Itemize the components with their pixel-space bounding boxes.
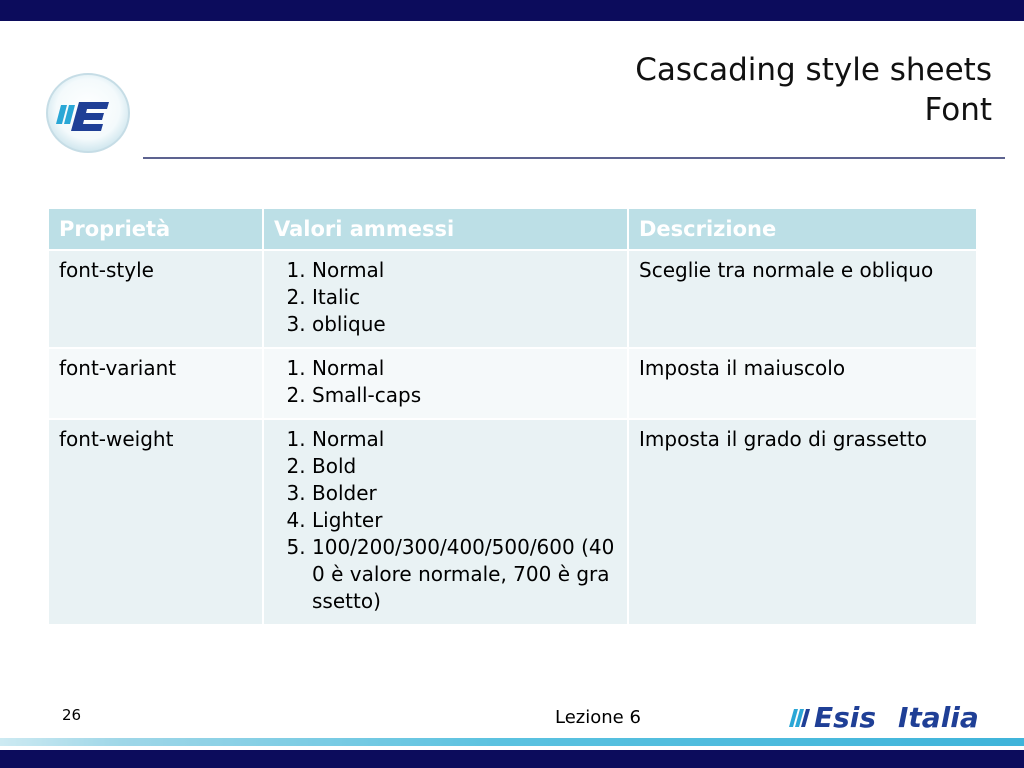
we-logo-icon [45, 72, 131, 154]
value-item: 1. Normal [312, 426, 617, 453]
svg-text:Esis: Esis [814, 701, 877, 734]
description-cell: Sceglie tra normale e obliquo [628, 250, 977, 348]
title-divider [143, 157, 1005, 159]
esis-italia-logo [788, 697, 1013, 737]
footer-lesson-label: Lezione 6 [555, 707, 641, 728]
property-cell: font-variant [48, 348, 263, 419]
top-bar [0, 0, 1024, 21]
slide-title [635, 50, 992, 130]
description-cell: Imposta il grado di grassetto [628, 419, 977, 625]
value-item: 3. Bolder [312, 480, 617, 507]
page-number: 26 [62, 706, 82, 724]
values-cell [263, 348, 628, 419]
values-list [274, 355, 617, 409]
table-header-row [48, 208, 977, 250]
title-line-1: Cascading style sheets [635, 52, 992, 88]
property-cell: font-weight [48, 419, 263, 625]
values-cell [263, 250, 628, 348]
header-values: Valori ammessi [263, 208, 628, 250]
value-item: 2. Italic [312, 284, 617, 311]
description-cell: Imposta il maiuscolo [628, 348, 977, 419]
values-list [274, 426, 617, 615]
header-property: Proprietà [48, 208, 263, 250]
value-item: 2. Small-caps [312, 382, 617, 409]
table-row [48, 348, 977, 419]
value-item: 3. oblique [312, 311, 617, 338]
bottom-bar [0, 750, 1024, 768]
property-cell: font-style [48, 250, 263, 348]
table-row [48, 419, 977, 625]
header-description: Descrizione [628, 208, 977, 250]
title-line-2: Font [924, 92, 992, 128]
font-properties-table [47, 207, 978, 626]
value-item: 2. Bold [312, 453, 617, 480]
value-item: 5. 100/200/300/400/500/600 (400 è valore normale, 700 è grassetto) [312, 534, 617, 615]
values-list [274, 257, 617, 338]
svg-text:Italia: Italia [898, 701, 979, 734]
table-row [48, 250, 977, 348]
value-item: 4. Lighter [312, 507, 617, 534]
value-item: 1. Normal [312, 257, 617, 284]
value-item: 1. Normal [312, 355, 617, 382]
footer-accent-stripe [0, 738, 1024, 746]
values-cell [263, 419, 628, 625]
